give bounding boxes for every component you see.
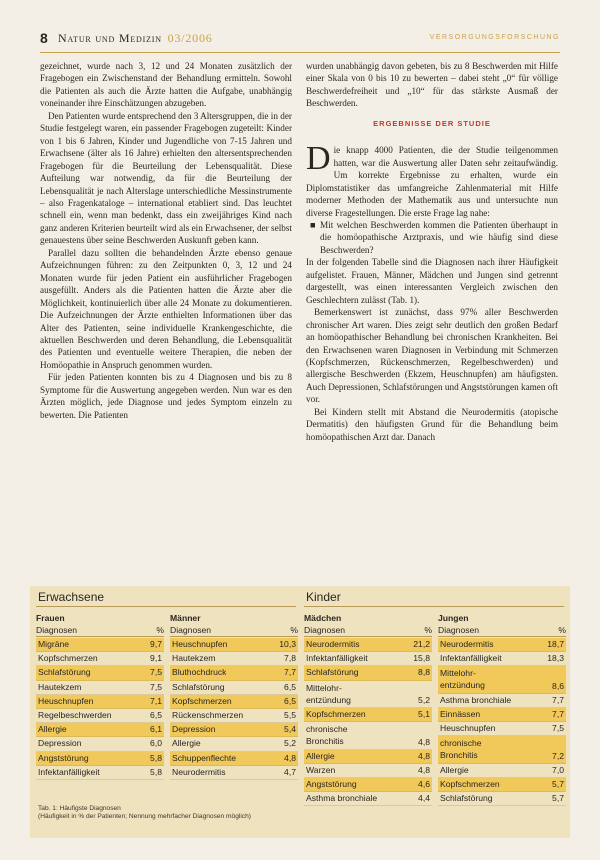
table-column-0 <box>36 612 164 780</box>
right-text-column <box>306 60 558 443</box>
table-row <box>304 681 432 708</box>
table-row <box>36 652 164 666</box>
table-row <box>36 709 164 723</box>
diagnosis-label: Warzen <box>306 764 336 775</box>
diagnosis-percent: 4,4 <box>418 793 430 804</box>
table-row <box>438 708 566 722</box>
diagnosis-percent: 4,8 <box>418 750 430 761</box>
diagnosis-percent: 6,5 <box>284 681 296 692</box>
page-number: 8 <box>40 30 48 46</box>
diagnosis-label: chronische Bronchitis <box>440 738 482 761</box>
group-title-adults: Erwachsene <box>38 590 105 604</box>
column-header-diagnosis: Diagnosen <box>304 625 346 635</box>
column-group-name: Frauen <box>36 613 65 623</box>
table-row <box>304 666 432 680</box>
magazine-name: Natur und Medizin <box>58 31 162 45</box>
diagnosis-label: Schlafstörung <box>306 667 359 678</box>
diagnosis-percent: 10,3 <box>279 639 296 649</box>
diagnosis-percent: 6,5 <box>150 709 162 720</box>
diagnosis-label: Bluthochdruck <box>172 667 227 678</box>
table-row <box>438 736 566 763</box>
diagnosis-percent: 8,6 <box>552 680 564 691</box>
diagnosis-label: Infektanfälligkeit <box>440 653 502 664</box>
column-group-name: Jungen <box>438 613 469 623</box>
section-label: VERSORGUNGSFORSCHUNG <box>429 34 560 41</box>
column-header-percent: % <box>558 625 566 635</box>
diagnosis-label: Mittelohr- entzündung <box>440 668 485 691</box>
diagnosis-label: Neurodermitis <box>440 639 494 649</box>
section-heading <box>306 118 558 130</box>
paragraph: Bemerkenswert ist zunächst, dass 97% aller Beschwerden chronischer Art waren. Dies zeigt sehr deutlich den großen Bedarf an homöopathischer Behandlung bei chronischen Krankheiten. Bei den Erwachsenen waren Diagnosen in Verbindung mit Schmerzen (Kopfschmerzen, Rückenschmerzen, Regelbeschwerden) und allergische Beschwerden (Ekzem, Heuschnupfen) am häufigsten. Auch Depressionen, Schlafstörungen und Angststörungen kamen oft vor. <box>306 307 558 405</box>
diagnosis-label: Infektanfälligkeit <box>38 766 100 777</box>
diagnosis-label: Regelbeschwerden <box>38 709 112 720</box>
diagnosis-label: Schlafstörung <box>440 793 493 804</box>
column-group-name: Männer <box>170 613 201 623</box>
diagnosis-label: Angststörung <box>38 752 89 763</box>
bullet-text: Mit welchen Beschwerden kommen die Patienten überhaupt in die homöopathische Arztpraxis, und wie häufig sind diese Beschwerden? <box>320 219 558 255</box>
table-row <box>304 708 432 722</box>
group-divider <box>304 606 564 607</box>
caption-title: Tab. 1: Häufigste Diagnosen <box>38 805 121 812</box>
table-row <box>36 766 164 780</box>
table-row <box>304 638 432 652</box>
group-title-children: Kinder <box>306 590 341 604</box>
diagnosis-percent: 5,2 <box>284 738 296 749</box>
diagnosis-percent: 4,8 <box>418 764 430 775</box>
table-row <box>304 764 432 778</box>
diagnosis-percent: 9,1 <box>150 653 162 664</box>
paragraph: wurden unabhängig davon gebeten, bis zu 8 Beschwerden mit Hilfe einer Skala von 0 bis 10 zu bewerten – dabei steht „0“ für völlige Beschwerdefreiheit und „10“ für das stärkste Ausmaß der Beschwerden. <box>306 61 558 109</box>
table-row <box>170 709 298 723</box>
column-group-name: Mädchen <box>304 613 342 623</box>
table-row <box>438 764 566 778</box>
diagnosis-percent: 6,5 <box>284 695 296 706</box>
diagnosis-percent: 5,5 <box>284 709 296 720</box>
diagnosis-percent: 7,7 <box>284 667 296 678</box>
diagnosis-percent: 5,8 <box>150 752 162 763</box>
diagnosis-label: Schlafstörung <box>38 667 91 678</box>
table-row <box>170 638 298 652</box>
table-row <box>36 638 164 652</box>
table-row <box>170 766 298 780</box>
table-row <box>438 638 566 652</box>
diagnosis-percent: 7,1 <box>150 695 162 706</box>
diagnosis-percent: 6,0 <box>150 738 162 749</box>
diagnosis-percent: 4,8 <box>418 736 430 747</box>
table-row <box>36 752 164 766</box>
diagnosis-label: Depression <box>172 724 216 735</box>
diagnosis-label: Depression <box>38 738 82 749</box>
table-row <box>438 666 566 693</box>
diagnosis-label: Allergie <box>306 750 335 761</box>
table-row <box>438 652 566 666</box>
table-column-1 <box>170 612 298 780</box>
diagnosis-percent: 5,2 <box>418 694 430 705</box>
diagnosis-percent: 15,8 <box>413 653 430 664</box>
table-row <box>170 723 298 737</box>
diagnosis-label: Heuschnupfen <box>440 723 496 734</box>
diagnosis-label: Kopfschmerzen <box>440 778 500 789</box>
diagnosis-label: Heuschnupfen <box>172 639 228 649</box>
table-column-3 <box>438 612 566 806</box>
diagnosis-label: chronische Bronchitis <box>306 724 348 747</box>
diagnosis-percent: 7,8 <box>284 653 296 664</box>
diagnosis-label: Schlafstörung <box>172 681 225 692</box>
paragraph: Den Patienten wurde entsprechend den 3 Altersgruppen, die in der Studie festgelegt waren, ein passender Fragebogen zugeteilt: Kinder von 1 bis 6 Jahren, Kinder und Jugendliche von 7-15 Jahren und Erwachsene (älter als 16 Jahre) erhielten den altersentsprechenden Fragebogen für die Beurteilung der Lebensqualität. Diese Aufteilung war notwendig, da für die Beurteilung der Lebensqualität je nach Alterslage unterschiedliche Messinstrumente – also Fragenkataloge – international etabliert sind. Das leuchtet schnell ein, wenn man bedenkt, dass ein zweijähriges Kind nach ganz anderen Kriterien beurteilt wird als ein Erwachsener, der selbst genauestens über seine Beschwerden Auskunft geben kann. <box>40 110 292 246</box>
diagnosis-percent: 7,5 <box>552 723 564 734</box>
table-row <box>170 737 298 751</box>
diagnosis-percent: 7,5 <box>150 681 162 692</box>
diagnosis-label: Kopfschmerzen <box>38 653 98 664</box>
diagnosis-label: Hautekzem <box>38 681 82 692</box>
drop-cap: D <box>306 140 331 178</box>
diagnosis-percent: 8,8 <box>418 667 430 678</box>
table-caption <box>38 805 251 822</box>
diagnosis-label: Einnässen <box>440 708 481 719</box>
diagnosis-label: Asthma bronchiale <box>306 793 378 804</box>
diagnosis-label: Migräne <box>38 639 70 649</box>
diagnosis-label: Heuschnupfen <box>38 695 94 706</box>
diagnosis-percent: 7,7 <box>552 694 564 705</box>
first-paragraph-text: ie knapp 4000 Patienten, die der Studie teilgenommen hatten, war die Auswertung aller Daten sehr zeitaufwändig. Um korrekte Ergebnisse zu erhalten, wurde ein Diplomstatistiker das umfangreiche Zahlenmaterial mit Hilfe moderner Methoden der Mathematik aus und untersuchte nun diverse Fragestellungen. Die erste Frage lag nahe: <box>306 145 558 218</box>
column-header-percent: % <box>156 625 164 635</box>
bullet-icon: ■ <box>310 219 316 230</box>
column-header <box>304 624 432 637</box>
table-row <box>304 778 432 792</box>
first-paragraph <box>306 140 558 219</box>
column-header-diagnosis: Diagnosen <box>170 625 212 635</box>
diagnosis-label: Infektanfälligkeit <box>306 653 368 664</box>
paragraph: Parallel dazu sollten die behandelnden Ärzte ebenso genaue Aufzeichnungen führen: zu den Zeitpunkten 0, 3, 12 und 24 Monaten wurde für jeden Patient ein ausführlicher Fragebogen ausgefüllt. Anders als die Patienten hatten die Ärzte aber die Möglichkeit, kontinuierlich über alle 24 Monate zu dokumentieren. Die Aufzeichnungen der Ärzte enthielten Informationen über das Alter des Patienten, seine individuelle Krankengeschichte, die aktuellen Beschwerden und deren Behandlung, die Lebensqualität des Patienten und eventuelle weitere Therapien, die neben der Homöopathie in Anspruch genommen wurden. <box>40 247 292 370</box>
table-row <box>170 652 298 666</box>
paragraph: gezeichnet, wurde nach 3, 12 und 24 Monaten zusätzlich der Fragebogen ein Zwischenstand der Behandlung ermitteln. Sowohl die Patienten als auch die Ärzte hatten die Aufgabe, unabhängig voneinander ihre Einschätzungen abzugeben. <box>40 61 292 109</box>
table-row <box>304 652 432 666</box>
page-header <box>40 30 560 53</box>
bullet-question <box>306 219 558 256</box>
diagnosis-percent: 4,7 <box>284 766 296 777</box>
table-row <box>438 792 566 806</box>
diagnosis-percent: 7,7 <box>552 708 564 719</box>
diagnosis-percent: 6,1 <box>150 724 162 735</box>
diagnosis-label: Angststörung <box>306 778 357 789</box>
diagnosis-percent: 18,3 <box>547 653 564 664</box>
column-header <box>170 624 298 637</box>
column-header-percent: % <box>424 625 432 635</box>
diagnosis-label: Kopfschmerzen <box>172 695 232 706</box>
diagnosis-percent: 5,1 <box>418 708 430 719</box>
table-row <box>304 750 432 764</box>
diagnosis-percent: 9,7 <box>150 639 162 649</box>
diagnosis-table <box>30 586 570 838</box>
column-header-percent: % <box>290 625 298 635</box>
diagnosis-percent: 7,2 <box>552 750 564 761</box>
column-header <box>438 624 566 637</box>
diagnosis-label: Schuppenflechte <box>172 752 237 763</box>
issue-number: 03/2006 <box>167 31 213 45</box>
table-column-2 <box>304 612 432 806</box>
section-heading-text: ERGEBNISSE DER STUDIE <box>373 118 491 128</box>
diagnosis-percent: 21,2 <box>413 639 430 649</box>
diagnosis-percent: 5,8 <box>150 766 162 777</box>
paragraph: Für jeden Patienten konnten bis zu 4 Diagnosen und bis zu 8 Symptome für die Auswertung angegeben werden. Nun war es den Ärzten möglich, jede Diagnose und jedes Symptom einzeln zu bewerten. Die Patienten <box>40 372 292 420</box>
diagnosis-label: Allergie <box>440 764 469 775</box>
diagnosis-label: Asthma bronchiale <box>440 694 512 705</box>
diagnosis-label: Kopfschmerzen <box>306 708 366 719</box>
table-row <box>36 681 164 695</box>
diagnosis-percent: 5,7 <box>552 778 564 789</box>
table-row <box>438 778 566 792</box>
diagnosis-label: Allergie <box>172 738 201 749</box>
column-header-diagnosis: Diagnosen <box>438 625 480 635</box>
table-row <box>438 694 566 708</box>
table-row <box>170 666 298 680</box>
diagnosis-percent: 7,5 <box>150 667 162 678</box>
table-row <box>36 695 164 709</box>
diagnosis-percent: 4,8 <box>284 752 296 763</box>
diagnosis-label: Allergie <box>38 724 67 735</box>
caption-note: (Häufigkeit in % der Patienten; Nennung mehrfacher Diagnosen möglich) <box>38 813 251 821</box>
diagnosis-label: Neurodermitis <box>306 639 360 649</box>
column-header-diagnosis: Diagnosen <box>36 625 78 635</box>
diagnosis-percent: 4,6 <box>418 778 430 789</box>
diagnosis-percent: 5,7 <box>552 793 564 804</box>
diagnosis-percent: 5,4 <box>284 724 296 735</box>
diagnosis-label: Neurodermitis <box>172 766 226 777</box>
paragraph: Bei Kindern stellt mit Abstand die Neurodermitis (atopische Dermatitis) den häufigsten Grund für die Behandlung beim homöopathischen Arzt dar. Danach <box>306 406 558 442</box>
diagnosis-percent: 7,0 <box>552 764 564 775</box>
table-row <box>170 681 298 695</box>
table-row <box>438 722 566 736</box>
table-row <box>304 792 432 806</box>
table-row <box>304 722 432 749</box>
left-text-column <box>40 60 292 421</box>
table-row <box>170 695 298 709</box>
table-row <box>36 723 164 737</box>
diagnosis-label: Rückenschmerzen <box>172 709 244 720</box>
column-header <box>36 624 164 637</box>
diagnosis-label: Hautekzem <box>172 653 216 664</box>
table-row <box>170 752 298 766</box>
magazine-title <box>58 31 213 46</box>
paragraph: In der folgenden Tabelle sind die Diagnosen nach ihrer Häufigkeit aufgelistet. Frauen, Männer, Mädchen und Jungen sind getrennt dargestellt, was einen interessanten Vergleich zwischen den Geschlechtern zulässt (Tab. 1). <box>306 257 558 305</box>
table-row <box>36 666 164 680</box>
diagnosis-percent: 18,7 <box>547 639 564 649</box>
group-divider <box>36 606 296 607</box>
diagnosis-label: Mittelohr- entzündung <box>306 682 351 705</box>
table-row <box>36 737 164 751</box>
